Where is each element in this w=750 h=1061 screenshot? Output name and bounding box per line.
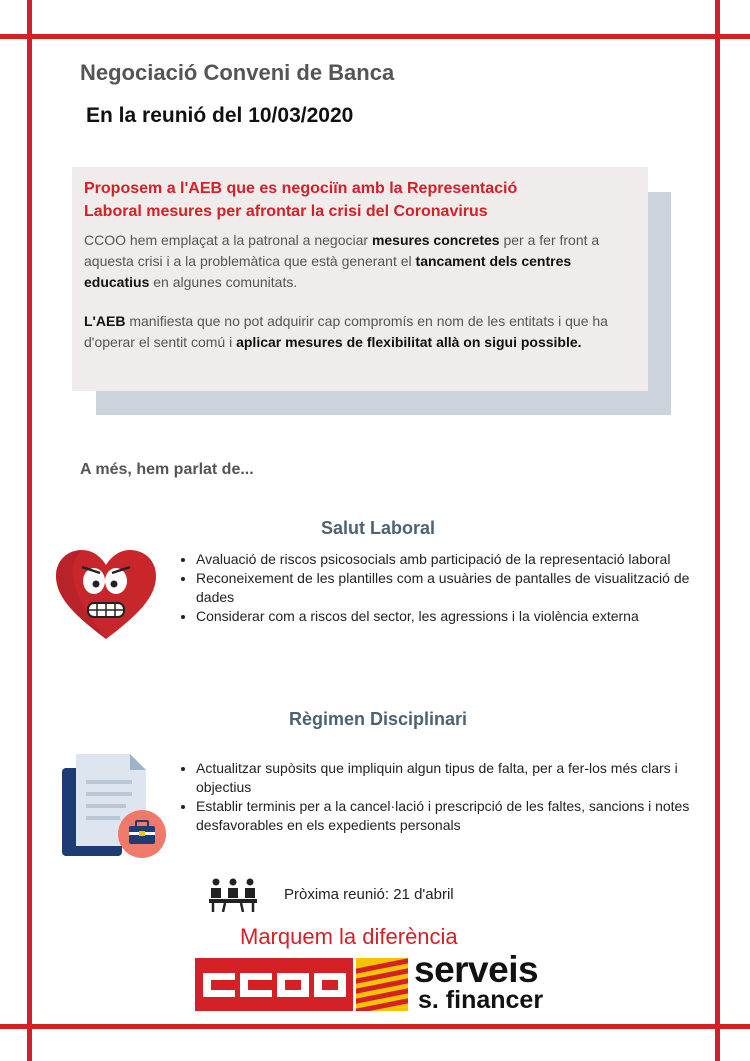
p1-text-a: CCOO hem emplaçat a la patronal a negociar (84, 232, 372, 248)
heart-face-icon (54, 549, 158, 641)
p1-bold-d: tancament dels centres educatius (84, 253, 572, 290)
p1-bold-b: mesures concretes (371, 232, 500, 248)
list-item: • Considerar com a riscos del sector, les agressions i la violència externa (196, 607, 716, 626)
page-title: Negociació Conveni de Banca (80, 60, 395, 85)
document-briefcase-icon (60, 752, 166, 860)
card-title-line2: Laboral mesures per afrontar la crisi del Coronavirus (84, 203, 488, 220)
next-meeting: Pròxima reunió: 21 d'abril (284, 886, 454, 903)
section-title-salut-laboral: Salut Laboral (321, 518, 436, 538)
regimen-disciplinari-list (176, 759, 721, 835)
p2-bold-a: L'AEB (84, 313, 126, 329)
logo-financer-text: s. financer (418, 986, 544, 1014)
catalan-flag-logo (356, 958, 408, 1011)
frame-line-left (27, 0, 32, 1061)
list-item: • Avaluació de riscos psicosocials amb participació de la representació laboral (196, 550, 716, 569)
list-item: • Establir terminis per a la cancel·lació i prescripció de les faltes, sancions i notes desfavorables en els expedients personals (196, 797, 721, 835)
card-title (84, 177, 636, 223)
card-paragraph-ccoo (84, 230, 636, 293)
list-item: • Reconeixement de les plantilles com a usuàries de pantalles de visualització de dades (196, 569, 716, 607)
section-title-regimen-disciplinari: Règimen Disciplinari (289, 709, 468, 729)
card-paragraph-aeb (84, 311, 636, 353)
card-title-line1: Proposem a l'AEB que es negociïn amb la Representació (84, 180, 518, 197)
frame-line-bottom (0, 1024, 750, 1029)
ccoo-logo (195, 958, 353, 1011)
p2-text-b: manifiesta que no pot adquirir cap compromís en nom de les entitats i que ha d'operar el sentit comú i (84, 313, 608, 350)
slogan: Marquem la diferència (240, 924, 458, 949)
proposal-card (72, 167, 648, 391)
p2-bold-c: aplicar mesures de flexibilitat allà on sigui possible. (236, 334, 582, 350)
p1-text-e: en algunes comunitats. (149, 274, 298, 290)
p1-text-c: per a fer front a aquesta crisi i a la problemàtica que està generant el (84, 232, 600, 269)
frame-line-right (715, 0, 720, 1061)
frame-line-top (0, 34, 750, 39)
meeting-icon (207, 878, 259, 912)
meeting-date: En la reunió del 10/03/2020 (86, 104, 354, 127)
salut-laboral-list (176, 550, 716, 626)
logo-serveis-text: serveis (414, 949, 539, 990)
list-item: • Actualitzar supòsits que impliquin algun tipus de falta, per a fer-los més clars i objectius (196, 759, 721, 797)
intro-text: A més, hem parlat de... (80, 461, 254, 478)
